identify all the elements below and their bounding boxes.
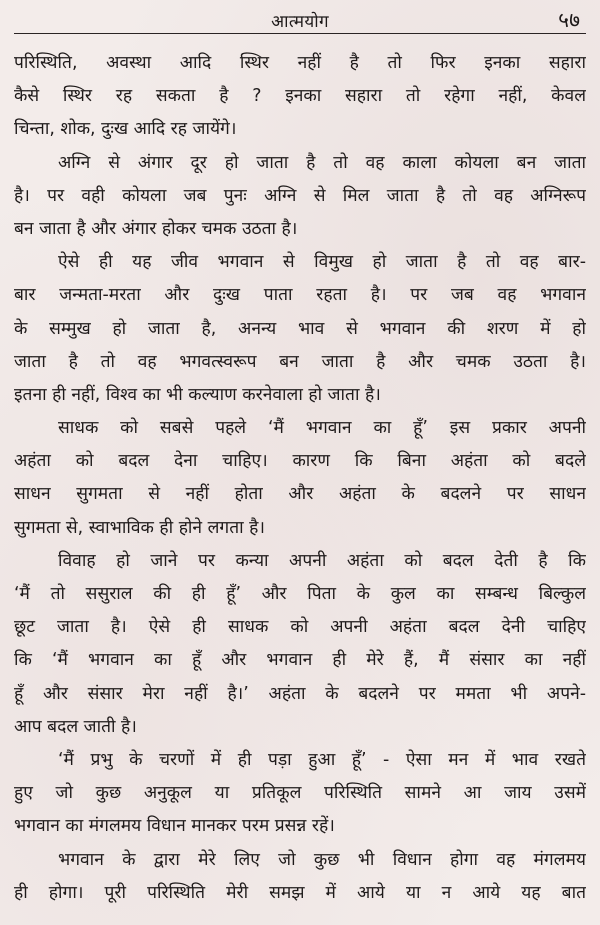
text-line: आप बदल जाती है। [14, 716, 137, 737]
text-line: विवाह हो जाने पर कन्या अपनी अहंता को बदल देती है कि [58, 550, 586, 571]
text-line: कि ‘मैं भगवान का हूँ और भगवान ही मेरे हैं, मैं संसार का नहीं [14, 650, 586, 671]
text-line: ‘मैं तो ससुराल की ही हूँ’ और पिता के कुल का सम्बन्ध बिल्कुल [14, 584, 586, 604]
text-line: साधन सुगमता से नहीं होता और अहंता के बदलने पर साधन [14, 484, 586, 505]
text-line: अहंता को बदल देना चाहिए। कारण कि बिना अहंता को बदले [14, 451, 586, 472]
text-line: अग्नि से अंगार दूर हो जाता है तो वह काला कोयला बन जाता [58, 152, 586, 173]
text-line: भगवान के द्वारा मेरे लिए जो कुछ भी विधान होगा वह मंगलमय [58, 849, 586, 870]
text-line: छूट जाता है। ऐसे ही साधक को अपनी अहंता बदल देनी चाहिए [14, 617, 586, 638]
page-number: ५७ [558, 8, 580, 32]
text-line: साधक को सबसे पहले ‘मैं भगवान का हूँ’ इस प्रकार अपनी [58, 418, 586, 439]
header-rule [14, 33, 586, 34]
text-line: बार जन्मता-मरता और दुःख पाता रहता है। पर जब वह भगवान [14, 285, 586, 306]
text-line: परिस्थिति, अवस्था आदि स्थिर नहीं है तो फिर इनका सहारा [14, 53, 586, 73]
text-line: है। पर वही कोयला जब पुनः अग्नि से मिल जाता है तो वह अग्निरूप [14, 185, 586, 206]
body-text [14, 47, 586, 910]
text-line: चिन्ता, शोक, दुःख आदि रह जायेंगे। [14, 119, 237, 140]
text-line: इतना ही नहीं, विश्व का भी कल्याण करनेवाला हो जाता है। [14, 384, 381, 405]
text-line: जाता है तो वह भगवत्स्वरूप बन जाता है और चमक उठता है। [14, 351, 586, 372]
page-header [14, 0, 586, 34]
text-line: के सम्मुख हो जाता है, अनन्य भाव से भगवान की शरण में हो [14, 318, 586, 339]
text-line: हूँ और संसार मेरा नहीं है।’ अहंता के बदलने पर ममता भी अपने- [14, 683, 586, 704]
text-line: कैसे स्थिर रह सकता है ? इनका सहारा तो रहेगा नहीं, केवल [14, 86, 586, 107]
text-line: भगवान का मंगलमय विधान मानकर परम प्रसन्न रहें। [14, 816, 335, 837]
text-line: ही होगा। पूरी परिस्थिति मेरी समझ में आये या न आये यह बात [14, 882, 586, 903]
text-line: हुए जो कुछ अनुकूल या प्रतिकूल परिस्थिति सामने आ जाय उसमें [14, 783, 586, 804]
text-line: ‘मैं प्रभु के चरणों में ही पड़ा हुआ हूँ’ - ऐसा मन में भाव रखते [58, 749, 586, 770]
text-line: सुगमता से, स्वाभाविक ही होने लगता है। [14, 517, 265, 538]
text-line: ऐसे ही यह जीव भगवान से विमुख हो जाता है तो वह बार- [58, 252, 586, 273]
text-line: बन जाता है और अंगार होकर चमक उठता है। [14, 218, 298, 239]
running-head: आत्मयोग [271, 12, 329, 32]
